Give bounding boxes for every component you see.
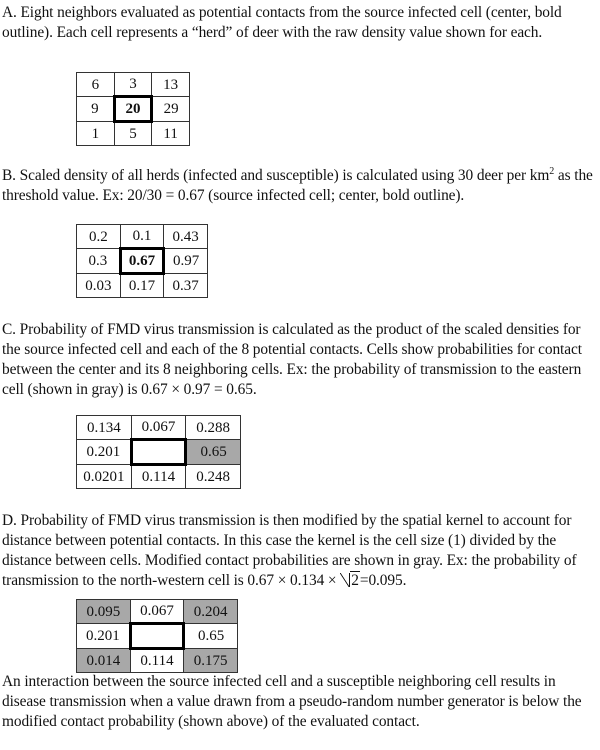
grid-cell: 0.067 [130,600,184,624]
section-a-grid [76,72,190,146]
source-cell: 0.67 [120,249,164,274]
section-b-text-part: as the threshold value. Ex: 20/30 = 0.67 (source infected cell; center, bold outline). [2,167,593,204]
gray-cell: 0.095 [77,600,131,624]
grid-cell: 5 [114,122,152,146]
grid-cell: 0.3 [77,249,121,274]
footer-text: An interaction between the source infected cell and a susceptible neighboring cell results in disease transmission when a value drawn from a pseudo-random number generator is below the modified contact probability (shown above) of the evaluated contact. [2,673,582,730]
grid-cell: 13 [152,73,190,97]
grid-cell: 0.1 [120,225,164,249]
grid-cell: 0.03 [77,274,121,298]
section-c-grid [76,415,241,489]
gray-cell: 0.65 [186,440,241,465]
grid-cell: 0.201 [77,624,131,649]
grid-cell: 3 [114,73,152,97]
section-d-text-part: D. Probability of FMD virus transmission is then modified by the spatial kernel to account for distance between potential contacts. In this case the kernel is the cell size (1) divided by the distance between cells. Modified contact probabilities are shown in gray. Ex: the probability of transmission to the north-western cell is 0.67 × 0.134 × [2,512,577,589]
source-cell: 20 [114,97,152,122]
grid-cell: 0.43 [164,225,208,249]
sqrt-radicand: 2 [351,572,359,589]
square-root [340,571,360,591]
grid-cell: 29 [152,97,190,122]
grid-cell: 0.067 [131,416,186,440]
grid-cell: 0.2 [77,225,121,249]
section-c-text: C. Probability of FMD virus transmission is calculated as the product of the scaled densities for the source infected cell and each of the 8 potential contacts. Cells show probabilities for contact between the center and its 8 neighboring cells. Ex: the probability of transmission to the eastern cell (shown in gray) is 0.67 × 0.97 = 0.65. [2,321,582,398]
source-cell [131,440,186,465]
grid-cell: 1 [77,122,115,146]
section-d-grid [76,599,238,673]
section-b-text-part: B. Scaled density of all herds (infected and susceptible) is calculated using 30 deer per km [2,167,550,184]
grid-cell: 6 [77,73,115,97]
gray-cell: 0.014 [77,649,131,673]
section-b-grid [76,224,208,298]
grid-cell: 0.114 [131,465,186,489]
superscript: 2 [549,166,555,177]
section-a-text: A. Eight neighbors evaluated as potential contacts from the source infected cell (center, bold outline). Each cell represents a “herd” of deer with the raw density value shown for each. [2,4,562,41]
grid-cell: 9 [77,97,115,122]
gray-cell: 0.175 [184,649,238,673]
grid-cell: 0.288 [186,416,241,440]
source-cell [130,624,184,649]
grid-cell: 0.201 [77,440,132,465]
section-b-text [2,166,596,206]
grid-cell: 0.114 [130,649,184,673]
grid-cell: 0.134 [77,416,132,440]
grid-cell: 0.97 [164,249,208,274]
grid-cell: 0.0201 [77,465,132,489]
grid-cell: 0.65 [184,624,238,649]
gray-cell: 0.204 [184,600,238,624]
grid-cell: 0.248 [186,465,241,489]
section-d-text-part: =0.095. [359,572,407,589]
grid-cell: 0.37 [164,274,208,298]
section-d-text [2,511,596,591]
grid-cell: 0.17 [120,274,164,298]
grid-cell: 11 [152,122,190,146]
